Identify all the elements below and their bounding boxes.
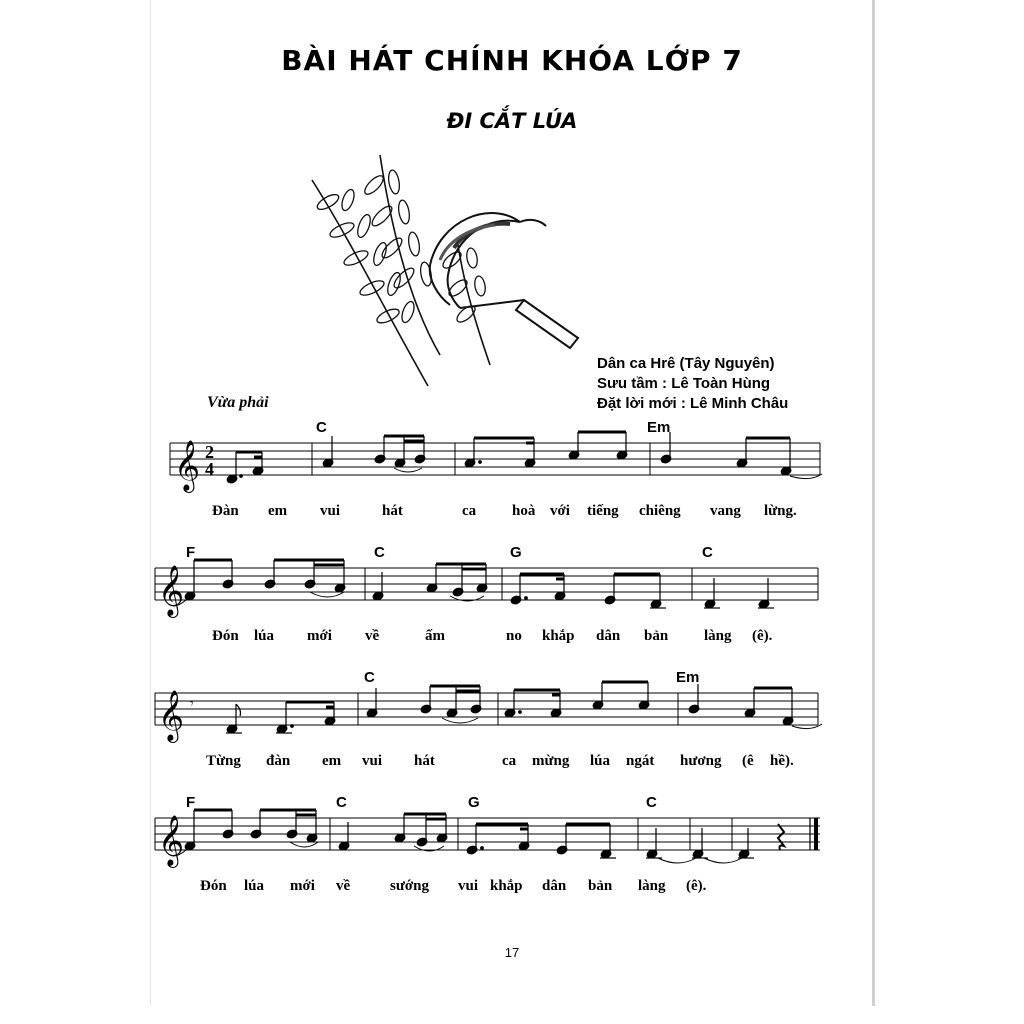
tempo-marking: Vừa phải bbox=[207, 394, 269, 411]
chord-label: C bbox=[374, 544, 385, 561]
music-score bbox=[150, 400, 850, 920]
lyric-syllable: (ê). bbox=[752, 628, 773, 644]
lyric-syllable: Đàn bbox=[212, 503, 239, 519]
lyric-syllable: bản bbox=[644, 628, 669, 644]
lyric-syllable: Từng bbox=[206, 753, 241, 769]
lyric-syllable: Đón bbox=[212, 628, 239, 644]
chord-label: C bbox=[336, 794, 347, 811]
lyric-syllable: no bbox=[506, 628, 522, 644]
page-number: 17 bbox=[504, 945, 520, 960]
chord-label: F bbox=[186, 544, 196, 561]
staff-1-lyrics bbox=[212, 503, 797, 519]
lyric-syllable: làng bbox=[638, 878, 666, 894]
lyric-syllable: lừng. bbox=[764, 503, 797, 519]
chord-label: Em bbox=[647, 419, 671, 436]
lyric-syllable: lúa bbox=[590, 753, 611, 769]
lyric-syllable: vang bbox=[710, 503, 741, 519]
staff-4-lyrics bbox=[200, 878, 707, 894]
lyric-syllable: mừng bbox=[532, 753, 570, 769]
lyric-syllable: ngát bbox=[626, 753, 655, 769]
song-title: ĐI CẮT LÚA bbox=[446, 109, 578, 133]
lyric-syllable: đàn bbox=[266, 753, 291, 769]
page-title: BÀI HÁT CHÍNH KHÓA LỚP 7 bbox=[281, 44, 743, 77]
treble-clef-icon: 𝄞 bbox=[174, 440, 201, 491]
chord-label: C bbox=[316, 419, 327, 436]
lyric-syllable: em bbox=[268, 503, 288, 519]
lyric-syllable: chiêng bbox=[639, 503, 681, 519]
lyric-syllable: mới bbox=[307, 628, 332, 644]
staff-3-notes bbox=[190, 682, 822, 734]
lyric-syllable: bản bbox=[588, 878, 613, 894]
staff-3 bbox=[155, 693, 818, 725]
lyric-syllable: Đón bbox=[200, 878, 227, 894]
treble-clef-icon: 𝄞 bbox=[158, 690, 185, 741]
lyric-syllable: khắp bbox=[490, 878, 523, 894]
lyric-syllable: về bbox=[336, 878, 351, 894]
time-signature-top: 2 bbox=[205, 442, 214, 462]
staff-1 bbox=[170, 443, 820, 475]
chord-label: Em bbox=[676, 669, 700, 686]
lyric-syllable: vui bbox=[320, 503, 341, 519]
lyric-syllable: hề). bbox=[770, 753, 794, 769]
chord-label: G bbox=[510, 544, 522, 561]
lyric-syllable: ấm bbox=[425, 628, 445, 644]
treble-clef-icon: 𝄞 bbox=[158, 815, 185, 866]
chord-label: C bbox=[646, 794, 657, 811]
time-signature-bottom: 4 bbox=[205, 459, 214, 479]
chord-label: F bbox=[186, 794, 196, 811]
lyric-syllable: khắp bbox=[542, 628, 575, 644]
rice-and-sickle-illustration bbox=[290, 150, 600, 390]
credit-collector: Sưu tầm : Lê Toàn Hùng bbox=[597, 375, 771, 392]
lyric-syllable: hát bbox=[414, 753, 435, 769]
lyric-syllable: ca bbox=[502, 753, 517, 769]
lyric-syllable: hoà bbox=[512, 503, 536, 519]
staff-2-notes bbox=[165, 560, 774, 609]
staff-3-lyrics bbox=[206, 753, 794, 769]
lyric-syllable: dân bbox=[596, 628, 621, 644]
lyric-syllable: vui bbox=[362, 753, 383, 769]
lyric-syllable: làng bbox=[704, 628, 732, 644]
lyric-syllable: hương bbox=[680, 753, 722, 769]
lyric-syllable: lúa bbox=[254, 628, 275, 644]
lyric-syllable: mới bbox=[290, 878, 315, 894]
lyric-syllable: dân bbox=[542, 878, 567, 894]
staff-1-notes bbox=[226, 432, 822, 484]
svg-text:𝄾: 𝄾 bbox=[190, 696, 194, 712]
treble-clef-icon: 𝄞 bbox=[158, 565, 185, 616]
lyric-syllable: tiếng bbox=[587, 503, 619, 519]
staff-2-lyrics bbox=[212, 628, 773, 644]
lyric-syllable: vui bbox=[458, 878, 479, 894]
credit-lyricist: Đặt lời mới : Lê Minh Châu bbox=[597, 395, 789, 412]
lyric-syllable: (ê). bbox=[686, 878, 707, 894]
chord-label: C bbox=[702, 544, 713, 561]
chord-label: C bbox=[364, 669, 375, 686]
page-edge-shadow bbox=[872, 0, 875, 1006]
lyric-syllable: ca bbox=[462, 503, 477, 519]
lyric-syllable: hát bbox=[382, 503, 403, 519]
chord-label: G bbox=[468, 794, 480, 811]
lyric-syllable: em bbox=[322, 753, 342, 769]
lyric-syllable: (ê bbox=[742, 753, 754, 769]
credit-origin: Dân ca Hrê (Tây Nguyên) bbox=[597, 355, 775, 372]
lyric-syllable: sướng bbox=[390, 878, 429, 894]
lyric-syllable: với bbox=[550, 503, 570, 519]
lyric-syllable: về bbox=[365, 628, 380, 644]
lyric-syllable: lúa bbox=[244, 878, 265, 894]
